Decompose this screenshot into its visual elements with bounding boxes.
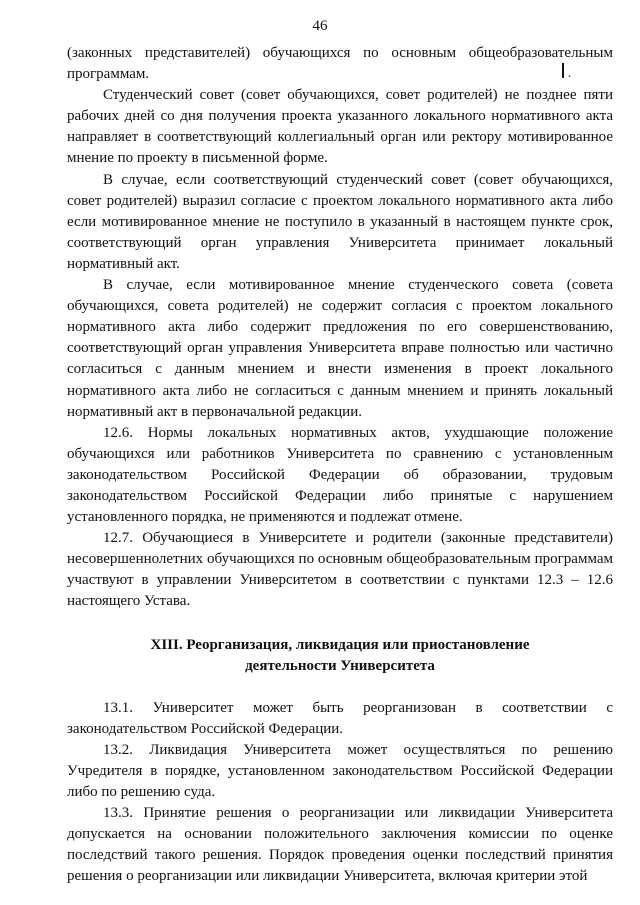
section-heading-line-1: XIII. Реорганизация, ликвидация или приостановление (150, 636, 530, 653)
paragraph: В случае, если мотивированное мнение студенческого совета (совета обучающихся, совета родителей) не содержит согласия с проектом локального нормативного акта либо содержит предложения по его совершенствованию, соответствующий орган управления Университета вправе полностью или частично согласиться с данным мнением и внести изменения в проект локального нормативного акта либо не согласиться с данным мнением и принять локальный нормативный акт в первоначальной редакции. (67, 277, 613, 420)
paragraph: 13.3. Принятие решения о реорганизации или ликвидации Университета допускается на основании положительного заключения комиссии по оценке последствий такого решения. Порядок проведения оценки последствий принятия решения о реорганизации или ликвидации Университета, включая критерии этой (67, 805, 613, 885)
paragraph: 13.2. Ликвидация Университета может осуществляться по решению Учредителя в порядке, установленном законодательством Российской Федерации либо по решению суда. (67, 741, 613, 800)
paragraph: В случае, если соответствующий студенческий совет (совет обучающихся, совет родителей) выразил согласие с проектом локального нормативного акта либо если мотивированное мнение не поступило в указанный в настоящем пункте срок, соответствующий орган управления Университета принимает локальный нормативный акт. (67, 171, 613, 272)
paragraph: Студенческий совет (совет обучающихся, совет родителей) не позднее пяти рабочих дней со дня получения проекта указанного локального нормативного акта направляет в соответствующий коллегиальный орган или ректору мотивированное мнение по проекту в письменной форме. (67, 87, 613, 167)
scan-dot: . (568, 65, 572, 80)
section-heading (67, 635, 613, 677)
paragraph: 12.7. Обучающиеся в Университете и родители (законные представители) несовершеннолетних обучающихся по основным общеобразовательным программам участвуют в управлении Университетом в соответствии с пунктами 12.3 – 12.6 настоящего Устава. (67, 530, 613, 610)
page-number: 46 (312, 18, 328, 34)
paragraph: 12.6. Нормы локальных нормативных актов, ухудшающие положение обучающихся или работников Университета по сравнению с установленным законодательством Российской Федерации об образовании, трудовым законодательством Российской Федерации либо принятые с нарушением установленного порядка, не применяются и подлежат отмене. (67, 424, 613, 526)
body-text (67, 43, 613, 887)
paragraph-group-before (67, 43, 613, 613)
paragraph: 13.1. Университет может быть реорганизован в соответствии с законодательством Российской Федерации. (67, 699, 613, 737)
section-heading-line-2: деятельности Университета (245, 657, 435, 674)
paragraph-group-after (67, 698, 613, 888)
paragraph: (законных представителей) обучающихся по основным общеобразовательным программам. (67, 45, 613, 83)
